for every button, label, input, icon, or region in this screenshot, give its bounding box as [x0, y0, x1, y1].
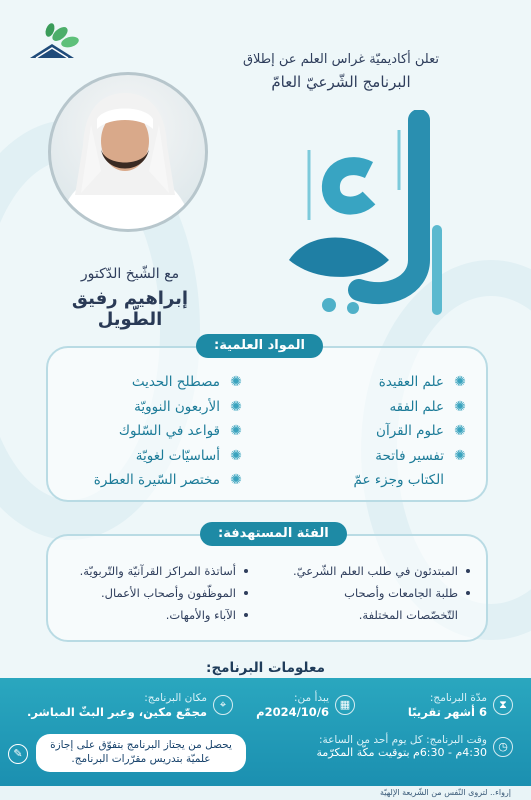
sheikh-name: إبراهيم رفيق الطّويل	[71, 288, 189, 330]
start-value: 2024/10/6م	[256, 705, 329, 719]
portrait-illustration-icon	[48, 75, 205, 232]
target-title: الفئة المستهدفة:	[200, 522, 347, 546]
subject-item: ✺ تفسير فاتحة	[266, 444, 466, 469]
start-info	[255, 692, 355, 719]
location-pin-icon: ⌖	[213, 695, 233, 715]
target-audience-box	[46, 534, 488, 642]
star-bullet-icon: ✺	[230, 423, 242, 440]
time-label: وقت البرنامج: كل يوم أحد من الساعة:	[318, 734, 487, 746]
announcement-line: تعلن أكاديميّة غراس العلم عن إطلاق	[242, 52, 440, 67]
star-bullet-icon: ✺	[454, 374, 466, 391]
sheikh-name-block	[40, 266, 220, 330]
star-bullet-icon: ✺	[230, 447, 242, 464]
clock-icon: ◷	[493, 737, 513, 757]
certificate-pen-icon: ✎	[8, 744, 28, 764]
footer-slogan: إرواء.. لتروى النّفس من الشّريعة الإلهيّة	[380, 788, 512, 797]
subject-item-continued: الكتاب وجزء عمّ	[353, 472, 444, 489]
duration-value: 6 أشهر تقريبًا	[407, 705, 487, 719]
subject-item: ✺ مصطلح الحديث	[66, 370, 242, 395]
time-value: 4:30م - 6:30م بتوقيت مكّة المكرّمة	[316, 746, 487, 759]
announcement-header	[191, 52, 491, 91]
subjects-list-left	[66, 370, 242, 493]
target-item: طلبة الجامعات وأصحاب	[270, 582, 470, 604]
place-info	[23, 692, 233, 719]
hourglass-icon: ⧗	[493, 695, 513, 715]
star-bullet-icon: ✺	[454, 447, 466, 464]
sheikh-portrait	[48, 72, 208, 232]
subject-item: ✺ قواعد في السّلوك	[66, 419, 242, 444]
bullet-dot-icon	[244, 591, 248, 595]
subject-item: ✺ علوم القرآن	[266, 419, 466, 444]
subject-item: ✺ مختصر السّيرة العطرة	[66, 468, 242, 493]
star-bullet-icon: ✺	[230, 472, 242, 489]
footer	[0, 786, 531, 800]
subjects-box	[46, 346, 488, 502]
star-bullet-icon: ✺	[230, 398, 242, 415]
bullet-dot-icon	[466, 591, 470, 595]
bullet-dot-icon	[466, 569, 470, 573]
subjects-title: المواد العلمية:	[196, 334, 323, 358]
subjects-list-right	[266, 370, 466, 493]
calendar-icon: ▦	[335, 695, 355, 715]
bullet-dot-icon	[244, 613, 248, 617]
start-label: يبدأ من:	[293, 692, 329, 704]
duration-info	[393, 692, 513, 719]
target-item: الآباء والأمهات.	[58, 604, 248, 626]
target-item: المبتدئون في طلب العلم الشّرعيّ.	[270, 560, 470, 582]
target-item: أساتذة المراكز القرآنيّة والتّربويّة.	[58, 560, 248, 582]
star-bullet-icon: ✺	[454, 398, 466, 415]
academy-logo-icon	[22, 18, 82, 64]
subject-item: ✺ علم العقيدة	[266, 370, 466, 395]
sheikh-title: مع الشّيخ الدّكتور	[80, 266, 180, 282]
info-title: معلومات البرنامج:	[206, 660, 325, 676]
calligraphy-logo-icon	[269, 110, 469, 320]
duration-label: مدّة البرنامج:	[429, 692, 487, 704]
subject-item: ✺ الأربعون النوويّة	[66, 395, 242, 420]
time-info	[263, 734, 513, 759]
program-name: البرنامج الشّرعيّ العامّ	[271, 73, 411, 91]
subject-item: ✺ أساسيّات لغويّة	[66, 444, 242, 469]
certificate-note: يحصل من يجتاز البرنامج بتفوّق على إجازة علميّة بتدريس مقرّرات البرنامج.	[36, 734, 246, 772]
place-label: مكان البرنامج:	[144, 692, 207, 704]
star-bullet-icon: ✺	[454, 423, 466, 440]
place-value: مجمّع مكين، وعبر البثّ المباشر.	[26, 705, 207, 719]
subject-item: ✺ علم الفقه	[266, 395, 466, 420]
target-list-right	[270, 560, 470, 626]
target-item-continued: التّخصّصات المختلفة.	[358, 608, 458, 622]
star-bullet-icon: ✺	[230, 374, 242, 391]
target-list-left	[58, 560, 248, 626]
bullet-dot-icon	[244, 569, 248, 573]
target-item: الموظّفون وأصحاب الأعمال.	[58, 582, 248, 604]
